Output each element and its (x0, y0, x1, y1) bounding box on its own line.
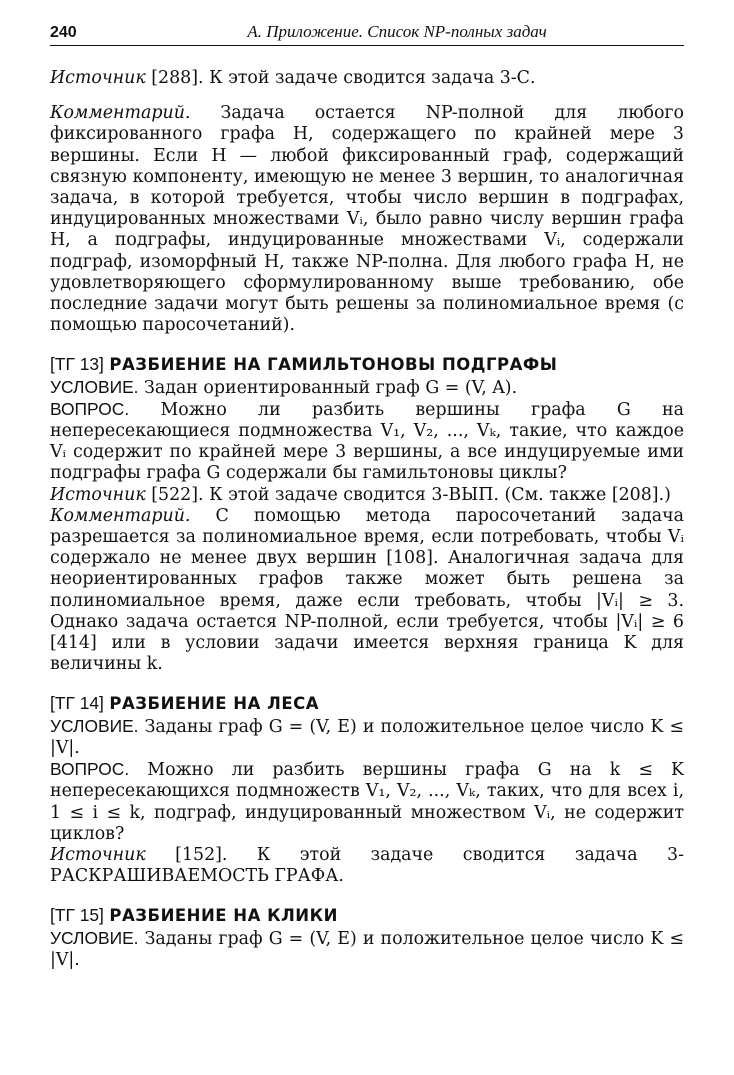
condition-text: Заданы граф G = (V, E) и положительное целое число K ≤ |V|. (50, 928, 684, 970)
running-head (50, 22, 684, 46)
source-text: [288]. К этой задаче сводится задача 3-С. (145, 68, 536, 88)
problem-tg14 (50, 693, 684, 887)
problem-tg15 (50, 905, 684, 971)
comment-lead: Комментарий. (50, 103, 191, 124)
problem-code: [ТГ 15] (50, 905, 104, 926)
comment-paragraph (50, 506, 684, 676)
question-paragraph (50, 399, 684, 485)
problem-title: РАЗБИЕНИЕ НА ЛЕСА (109, 694, 319, 714)
source-paragraph (50, 485, 684, 506)
source-text: [522]. К этой задаче сводится 3-ВЫП. (См. также [208].) (145, 484, 671, 505)
condition-label: УСЛОВИЕ. (50, 715, 139, 736)
condition-label: УСЛОВИЕ. (50, 376, 139, 397)
problem-title: РАЗБИЕНИЕ НА ГАМИЛЬТОНОВЫ ПОДГРАФЫ (109, 355, 558, 375)
problem-heading (50, 905, 684, 927)
problem-title: РАЗБИЕНИЕ НА КЛИКИ (109, 906, 338, 926)
condition-paragraph (50, 716, 684, 759)
condition-paragraph (50, 377, 684, 399)
condition-text: Задан ориентированный граф G = (V, A). (138, 377, 518, 398)
comment-paragraph (50, 103, 684, 336)
question-paragraph (50, 759, 684, 845)
source-paragraph (50, 845, 684, 887)
problem-heading (50, 354, 684, 376)
problem-tg13 (50, 354, 684, 675)
condition-label: УСЛОВИЕ. (50, 927, 139, 948)
comment-lead: Комментарий. (50, 505, 191, 526)
comment-text: Задача остается NP-полной для любого фиксированного графа H, содержащего по крайней мере 3 вершины. Если H — любой фиксированный граф, содержащий связную компоненту, имеющую не менее 3 вершин, то аналогичная задача, в которой требуется, чтобы число вершин в подграфах, индуцированных множествами Vᵢ, было равно числу вершин графа H, а подграфы, индуцированные множествами Vᵢ, содержали подграф, изоморфный H, также NP-полна. Для любого графа H, не удовлетворяющего сформулированному выше требованию, обе последние задачи могут быть решены за полиномиальное время (с помощью паросочетаний). (50, 103, 684, 336)
question-text: Можно ли разбить вершины графа G на непересекающиеся подмножества V₁, V₂, ..., Vₖ, такие, что каждое Vᵢ содержит по крайней мере 3 вершины, а все индуцируемые ими подграфы графа G содержали бы гамильтоновы циклы? (50, 399, 684, 484)
page-number: 240 (50, 24, 77, 41)
problem-heading (50, 693, 684, 715)
question-text: Можно ли разбить вершины графа G на k ≤ K непересекающихся подмножеств V₁, V₂, ..., Vₖ, таких, что для всех i, 1 ≤ i ≤ k, подграф, индуцированный множеством Vᵢ, не содержит циклов? (50, 760, 684, 844)
source-lead: Источник (50, 844, 146, 865)
question-label: ВОПРОС. (50, 759, 130, 780)
problem-code: [ТГ 14] (50, 693, 104, 714)
comment-text: С помощью метода паросочетаний задача разрешается за полиномиальное время, если потребовать, чтобы Vᵢ содержало не менее двух вершин [108]. Аналогичная задача для неориентированных графов также может быть решена за полиномиальное время, даже если требовать, чтобы |Vᵢ| ≥ 3. Однако задача остается NP-полной, если требуется, чтобы |Vᵢ| ≥ 6 [414] или в условии задачи имеется верхняя граница K для величины k. (50, 505, 684, 675)
condition-paragraph (50, 928, 684, 971)
running-title: А. Приложение. Список NP-полных задач (247, 22, 547, 41)
question-label: ВОПРОС. (50, 398, 130, 419)
source-lead: Источник (50, 68, 146, 88)
problem-code: [ТГ 13] (50, 354, 104, 375)
source-text: [152]. К этой задаче сводится задача 3-РАСКРАШИВАЕМОСТЬ ГРАФА. (50, 844, 684, 887)
condition-text: Заданы граф G = (V, E) и положительное целое число K ≤ |V|. (50, 716, 684, 758)
source-paragraph (50, 68, 684, 89)
source-lead: Источник (50, 484, 146, 505)
book-page (50, 22, 684, 971)
